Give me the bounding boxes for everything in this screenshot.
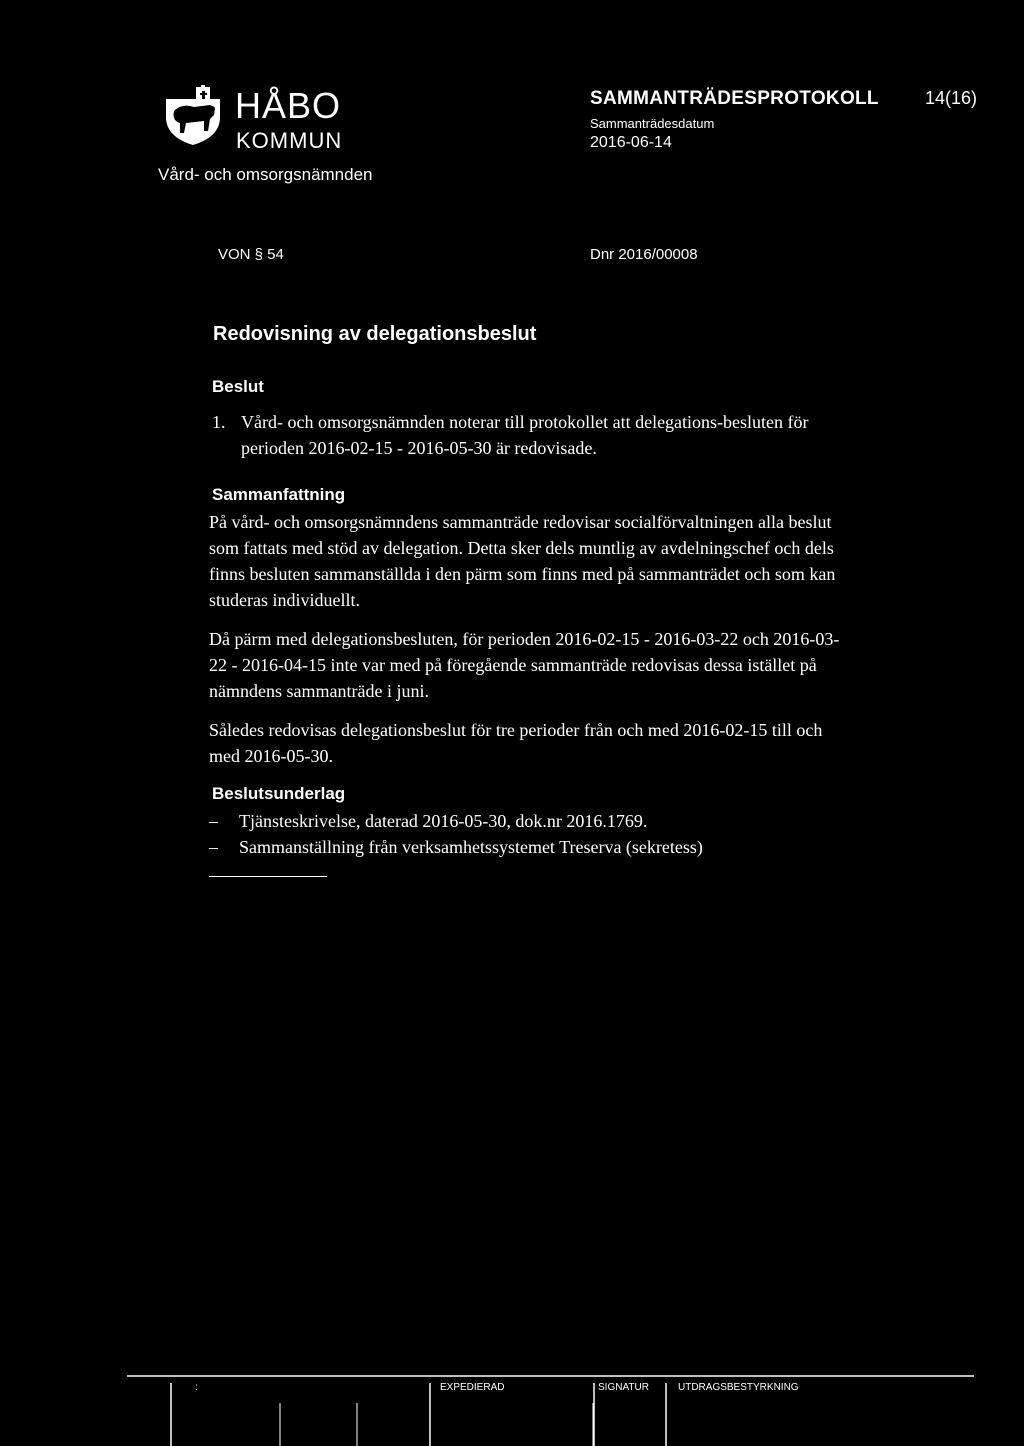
footer-col-expedierad: EXPEDIERAD bbox=[440, 1382, 505, 1393]
list-item bbox=[209, 808, 703, 834]
committee-name: Vård- och omsorgsnämnden bbox=[158, 165, 373, 184]
list-item-text: Tjänsteskrivelse, daterad 2016-05-30, dok.nr 2016.1769. bbox=[239, 811, 648, 831]
signature-mark: : bbox=[195, 1382, 198, 1393]
registration-number: Dnr 2016/00008 bbox=[590, 246, 698, 263]
page-title: Redovisning av delegationsbeslut bbox=[213, 323, 537, 345]
brand-subtitle: KOMMUN bbox=[236, 128, 343, 153]
summary-paragraph: På vård- och omsorgsnämndens sammanträde redovisar socialförvaltningen alla beslut som fattats med stöd av delegation. Detta sker dels muntlig av avdelningschef och dels finns besluten sammanställda i den pärm som finns med på sammanträdet och som kan studeras individuellt. bbox=[209, 512, 836, 610]
decision-item-text: Vård- och omsorgsnämnden noterar till protokollet att delegations-besluten för perioden 2016-02-15 - 2016-05-30 är redovisade. bbox=[241, 412, 809, 458]
footer-table bbox=[127, 1375, 974, 1446]
list-item-text: Sammanställning från verksamhetssystemet Treserva (sekretess) bbox=[239, 837, 703, 857]
list-dash: – bbox=[209, 837, 218, 857]
ram-coat-of-arms-icon bbox=[160, 85, 226, 147]
decision-item bbox=[212, 409, 852, 461]
brand-name: HÅBO bbox=[235, 85, 342, 126]
footer-col-signatur: SIGNATUR bbox=[598, 1382, 649, 1393]
summary-heading: Sammanfattning bbox=[212, 485, 346, 504]
decision-item-number: 1. bbox=[212, 412, 226, 432]
summary-paragraph: Då pärm med delegationsbesluten, för perioden 2016-02-15 - 2016-03-22 och 2016-03-22 - 2016-04-15 inte var med på föregående sammanträde redovisas dessa istället på nämndens sammanträde i juni. bbox=[209, 629, 840, 701]
page-number: 14(16) bbox=[925, 88, 978, 108]
footer-col-utdragsbestyrkning: UTDRAGSBESTYRKNING bbox=[678, 1382, 799, 1393]
section-number: VON § 54 bbox=[218, 246, 284, 263]
end-rule bbox=[209, 876, 327, 877]
meeting-date-label: Sammanträdesdatum bbox=[590, 116, 715, 131]
list-item bbox=[209, 834, 703, 860]
basis-list bbox=[209, 808, 703, 860]
meeting-date: 2016-06-14 bbox=[590, 134, 672, 151]
summary-paragraph: Således redovisas delegationsbeslut för tre perioder från och med 2016-02-15 till och med 2016-05-30. bbox=[209, 720, 823, 766]
document-type: SAMMANTRÄDESPROTOKOLL bbox=[590, 88, 879, 109]
basis-heading: Beslutsunderlag bbox=[212, 784, 346, 803]
decision-heading: Beslut bbox=[212, 377, 264, 396]
list-dash: – bbox=[209, 811, 218, 831]
